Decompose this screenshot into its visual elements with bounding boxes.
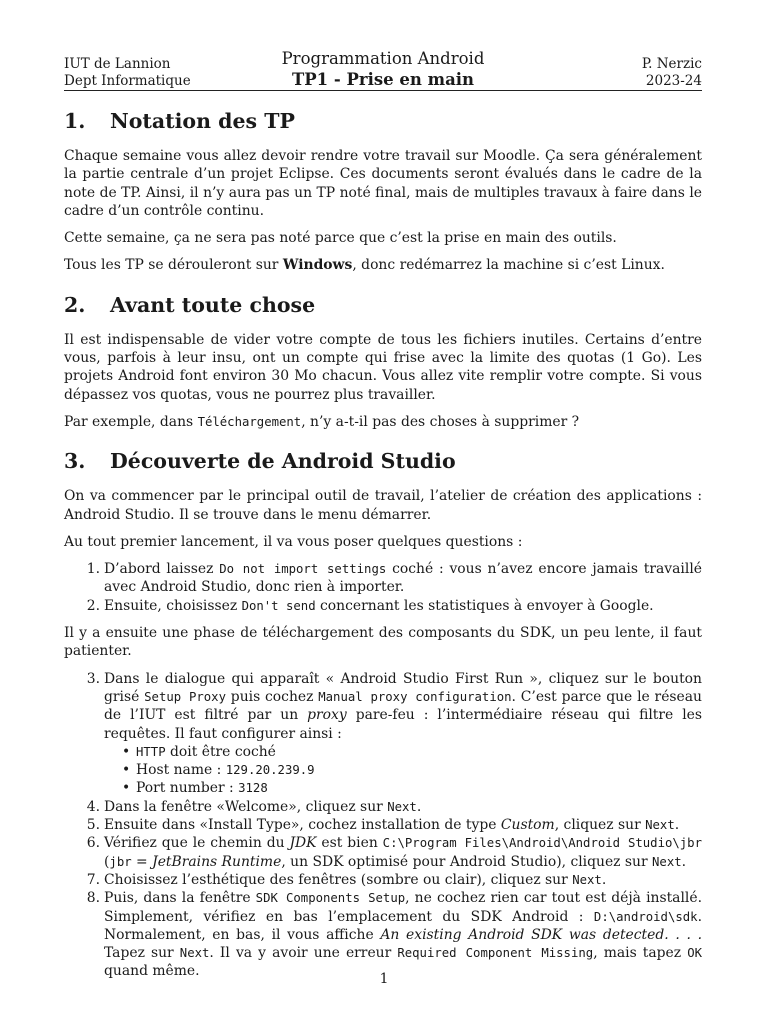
proxy-settings-list [104,743,702,798]
paragraph: Tous les TP se dérouleront sur Windows, donc redémarrez la machine si c’est Linux. [64,257,665,274]
section-heading-2: 2. Avant toute chose [64,292,316,317]
header-title-block [64,48,702,90]
section-heading-1: 1. Notation des TP [64,109,295,133]
paragraph: Par exemple, dans Téléchargement, n’y a-t-il pas des choses à supprimer ? [64,413,580,430]
list-item: 3. Dans le dialogue qui apparaît « Android Studio First Run », cliquez sur le bouton grisé Setup Proxy puis cochez Manual proxy configuration. C’est parce que le réseau de l’IUT est filtré par un proxy pare-feu : l’intermédiaire réseau qui filtre les requêtes. Il faut configurer ainsi : • HTTP doit être coché • Host name : 129.20.239.9 • Port number : 3128 [86,670,702,797]
author: P. Nerzic [641,56,702,72]
list-item: 8. Puis, dans la fenêtre SDK Components Setup, ne cochez rien car tout est déjà installé. Simplement, vérifiez en bas l’emplacement du SDK Android : D:\android\sdk. Normalement, en bas, il vous affiche An existing Android SDK was detected. . . . Tapez sur Next. Il va y avoir une erreur Required Component Missing, mais tapez OK quand même. [86,890,702,980]
bullet-item: • Port number : 3128 [122,780,268,797]
page-header [64,46,702,91]
paragraph: Au tout premier lancement, il va vous poser quelques questions : [64,533,523,550]
paragraph: Il y a ensuite une phase de téléchargement des composants du SDK, un peu lente, il faut patienter. [64,625,702,660]
document-page [64,46,702,981]
year: 2023-24 [645,73,702,89]
bullet-item: • HTTP doit être coché [122,743,276,760]
list-item: 6. Vérifiez que le chemin du JDK est bien C:\Program Files\Android\Android Studio\jbr (jbr = JetBrains Runtime, un SDK optimisé pour Android Studio), cliquez sur Next. [86,835,702,870]
list-item: 4. Dans la fenêtre «Welcome», cliquez sur Next. [86,798,422,815]
institution: IUT de Lannion Dept Informatique [64,56,191,89]
paragraph: Il est indispensable de vider votre compte de tous les fichiers inutiles. Certains d’entre vous, parfois à leur insu, ont un compte qui frise avec la limite des quotas (1 Go). Les projets Android font environ 30 Mo chacun. Vous allez vite remplir votre compte. Si vous dépassez vos quotas, vous ne pourrez plus travailler. [64,331,702,403]
paragraph: On va commencer par le principal outil de travail, l’atelier de création des applications : Android Studio. Il se trouve dans le menu démarrer. [64,488,702,523]
tp-title: TP1 - Prise en main [291,70,475,89]
list-item: 5. Ensuite dans «Install Type», cochez installation de type Custom, cliquez sur Next. [86,817,680,834]
list-item: 1. D’abord laissez Do not import settings coché : vous n’avez encore jamais travaillé avec Android Studio, donc rien à importer. [86,561,702,596]
list-item: 2. Ensuite, choisissez Don't send concernant les statistiques à envoyer à Google. [86,597,654,614]
paragraph: Chaque semaine vous allez devoir rendre votre travail sur Moodle. Ça sera généralement la partie centrale d’un projet Eclipse. Ces documents seront évalués dans le cadre de la note de TP. Ainsi, il n’y aura pas un TP noté final, mais de multiples travaux à faire dans le cadre d’un contrôle continu. [64,148,702,219]
section-heading-3: 3. Découverte de Android Studio [64,449,456,474]
list-item: 7. Choisissez l’esthétique des fenêtres (sombre ou clair), cliquez sur Next. [86,871,607,888]
author-block [642,56,702,90]
bullet-item: • Host name : 129.20.239.9 [122,762,315,779]
course-name: Programmation Android [281,49,485,68]
setup-steps-list-continued [64,670,702,981]
page-number: 1 [379,971,389,987]
setup-steps-list [64,560,702,615]
paragraph: Cette semaine, ça ne sera pas noté parce que c’est la prise en main des outils. [64,230,617,247]
